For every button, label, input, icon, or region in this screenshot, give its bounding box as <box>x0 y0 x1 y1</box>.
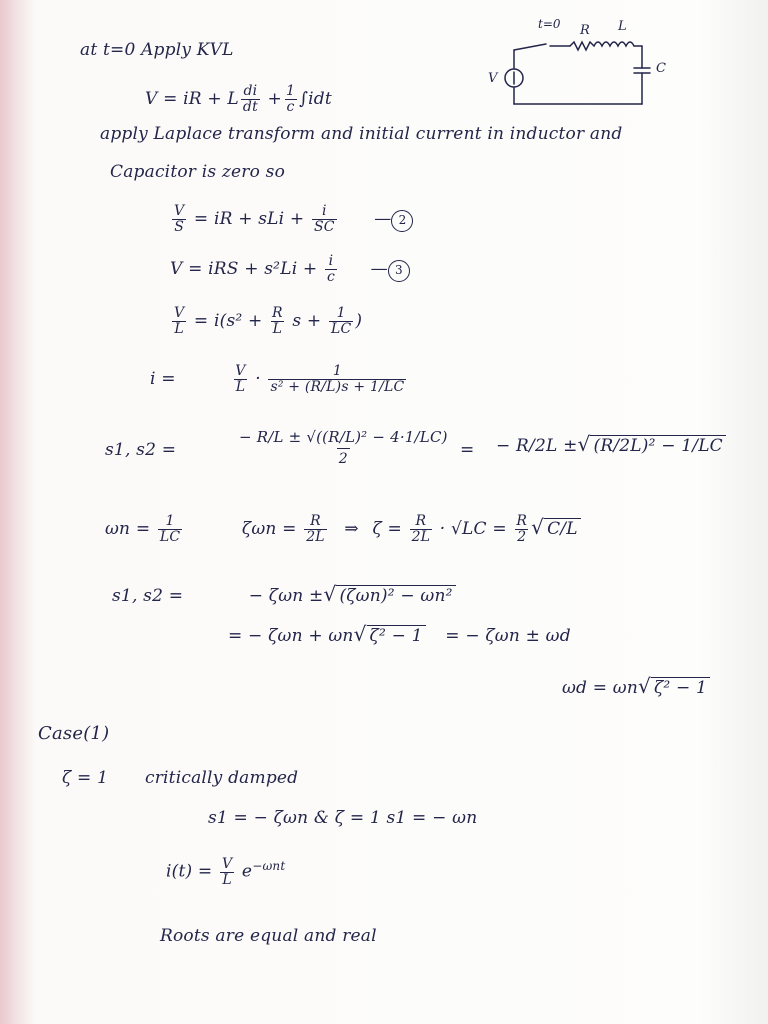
kvl-lhs: V = iR + L <box>145 89 239 109</box>
roots-note: Roots are equal and real <box>160 926 377 946</box>
equation-2: $\frac{V}{S}$ = iR + sLi + $\frac{i}{SC}$ — 2 <box>170 204 413 235</box>
resistor-zigzag <box>570 42 594 50</box>
s12-zeta-line-2: = − ζωn + ωn√ ζ² − 1 = − ζωn ± ωd <box>228 622 571 646</box>
time-response: i(t) = $\frac{V}{L}$ $e^{-\omega nt}$ <box>166 855 286 888</box>
integral-term: ∫idt <box>299 89 332 109</box>
current-equation: i = $\frac{V}{L}$ · $\frac{1}{\text{s² + (R/L)s + 1/LC}}$ <box>150 363 405 395</box>
omega-zeta-line: ωn = $\frac{1}{LC}$ ζωn = $\frac{R}{2L}$ ⇒ ζ = $\frac{R}{2L}$ · √LC = $\frac{R}{2}$ √ C/L <box>105 514 581 545</box>
equation-tag-2: 2 <box>391 210 413 232</box>
kvl-equation: V = iR + L $\frac{di}{dt}$ + $\frac{1}{c}$ ∫idt <box>145 83 332 115</box>
case-s1: s1 = − ζωn & ζ = 1 s1 = − ωn <box>208 808 478 828</box>
equation-tag-3: 3 <box>388 260 410 282</box>
switch-label: t=0 <box>538 17 561 31</box>
equation-3: V = iRS + s²Li + $\frac{i}{c}$ — 3 <box>170 254 410 285</box>
capacitor-label: C <box>656 61 666 76</box>
roots-quadratic: $\frac{\text{− R/L ± √((R/L)² − 4·1/LC)}}{2}$ <box>239 428 448 467</box>
resistor-label: R <box>580 23 590 38</box>
di-dt-fraction: $\frac{di}{dt}$ <box>242 83 258 115</box>
one-over-c-fraction: $\frac{1}{c}$ <box>285 83 296 115</box>
case-label: critically damped <box>145 768 299 788</box>
switch-arm <box>514 44 546 50</box>
roots-equals: = <box>460 440 475 460</box>
case-heading: Case(1) <box>38 723 110 744</box>
equation-4: $\frac{V}{L}$ = i(s² + $\frac{R}{L}$ s + $\frac{1}{LC}$ ) <box>174 305 363 337</box>
rlc-circuit-diagram <box>490 14 690 114</box>
s12-zeta-line: s1, s2 = − ζωn ±√ (ζωn)² − ωn² <box>112 584 456 606</box>
roots-simplified: − R/2L ±√ (R/2L)² − 1/LC <box>496 434 726 456</box>
inductor-coil <box>594 42 634 46</box>
source-label: V <box>488 71 498 86</box>
roots-lhs: s1, s2 = <box>105 440 177 460</box>
case-zeta: ζ = 1 <box>62 768 109 788</box>
damped-frequency: ωd = ωn√ ζ² − 1 <box>562 676 710 698</box>
intro-line: at t=0 Apply KVL <box>80 40 234 60</box>
laplace-text-line-1: apply Laplace transform and initial current in inductor and <box>100 124 623 144</box>
laplace-text-line-2: Capacitor is zero so <box>110 162 286 182</box>
inductor-label: L <box>618 19 627 34</box>
